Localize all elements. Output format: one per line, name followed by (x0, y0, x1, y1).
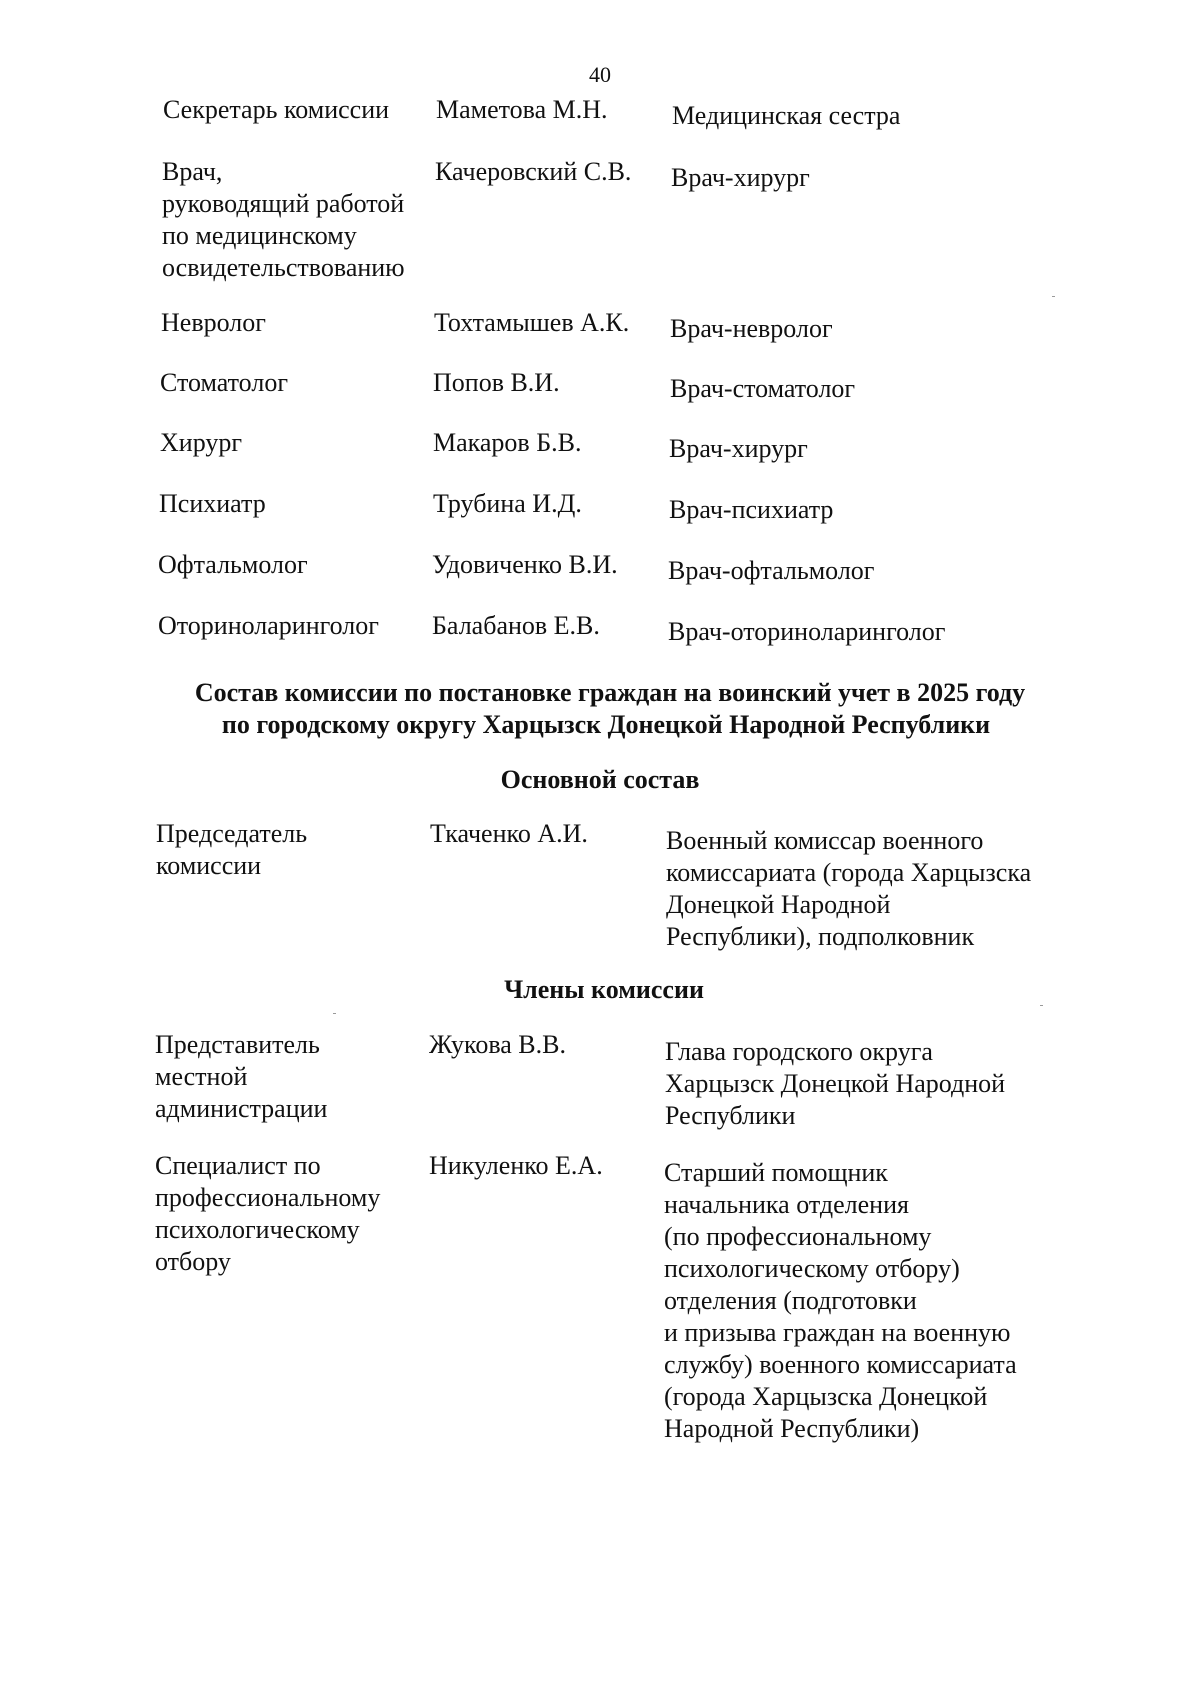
scan-speck (1052, 296, 1055, 297)
member-name: Жукова В.В. (429, 1030, 566, 1059)
row-role: Врач, руководящий работой по медицинскому освидетельствованию (162, 157, 405, 282)
row-role: Офтальмолог (158, 550, 308, 579)
member-name: Никуленко Е.А. (429, 1151, 603, 1180)
row-name: Качеровский С.В. (435, 157, 632, 186)
row-name: Маметова М.Н. (436, 95, 608, 124)
chairman-position: Военный комиссар военного комиссариата (города Харцызска Донецкой Народной Республики), подполковник (666, 826, 1032, 951)
row-role: Психиатр (159, 489, 266, 518)
section-title-line1: Состав комиссии по постановке граждан на воинский учет в 2025 году (194, 678, 1026, 707)
section-title-line2: по городскому округу Харцызск Донецкой Народной Республики (221, 710, 991, 739)
row-position: Врач-оториноларинголог (668, 617, 946, 646)
chairman-role: Председатель комиссии (156, 819, 308, 880)
row-position: Врач-хирург (669, 434, 808, 463)
row-role: Секретарь комиссии (163, 95, 390, 124)
row-position: Врач-офтальмолог (668, 556, 875, 585)
row-role: Оториноларинголог (158, 611, 379, 640)
row-name: Тохтамышев А.К. (434, 308, 630, 337)
row-role: Стоматолог (160, 368, 288, 397)
main-composition-heading: Основной состав (500, 765, 700, 794)
member-position: Глава городского округа Харцызск Донецкой Народной Республики (665, 1037, 1006, 1130)
member-role: Представитель местной администрации (155, 1030, 328, 1123)
scan-speck (1040, 1005, 1043, 1006)
row-role: Хирург (160, 428, 243, 457)
row-role: Невролог (161, 308, 266, 337)
row-name: Удовиченко В.И. (432, 550, 618, 579)
row-name: Попов В.И. (433, 368, 560, 397)
row-name: Балабанов Е.В. (432, 611, 600, 640)
row-position: Медицинская сестра (672, 101, 901, 130)
chairman-name: Ткаченко А.И. (430, 819, 588, 848)
members-heading: Члены комиссии (504, 975, 704, 1004)
member-position: Старший помощник начальника отделения (по профессиональному психологическому отбору) отделения (подготовки и призыва граждан на военную службу) военного комиссариата (города Харцызска Донецкой Народной Республики) (664, 1158, 1017, 1443)
page-number: 40 (589, 62, 611, 87)
row-name: Трубина И.Д. (433, 489, 582, 518)
scan-speck (333, 1013, 336, 1014)
row-position: Врач-стоматолог (670, 374, 856, 403)
member-role: Специалист по профессиональному психологическому отбору (155, 1151, 381, 1276)
row-position: Врач-психиатр (669, 495, 834, 524)
row-name: Макаров Б.В. (433, 428, 582, 457)
row-position: Врач-хирург (671, 163, 810, 192)
row-position: Врач-невролог (670, 314, 833, 343)
